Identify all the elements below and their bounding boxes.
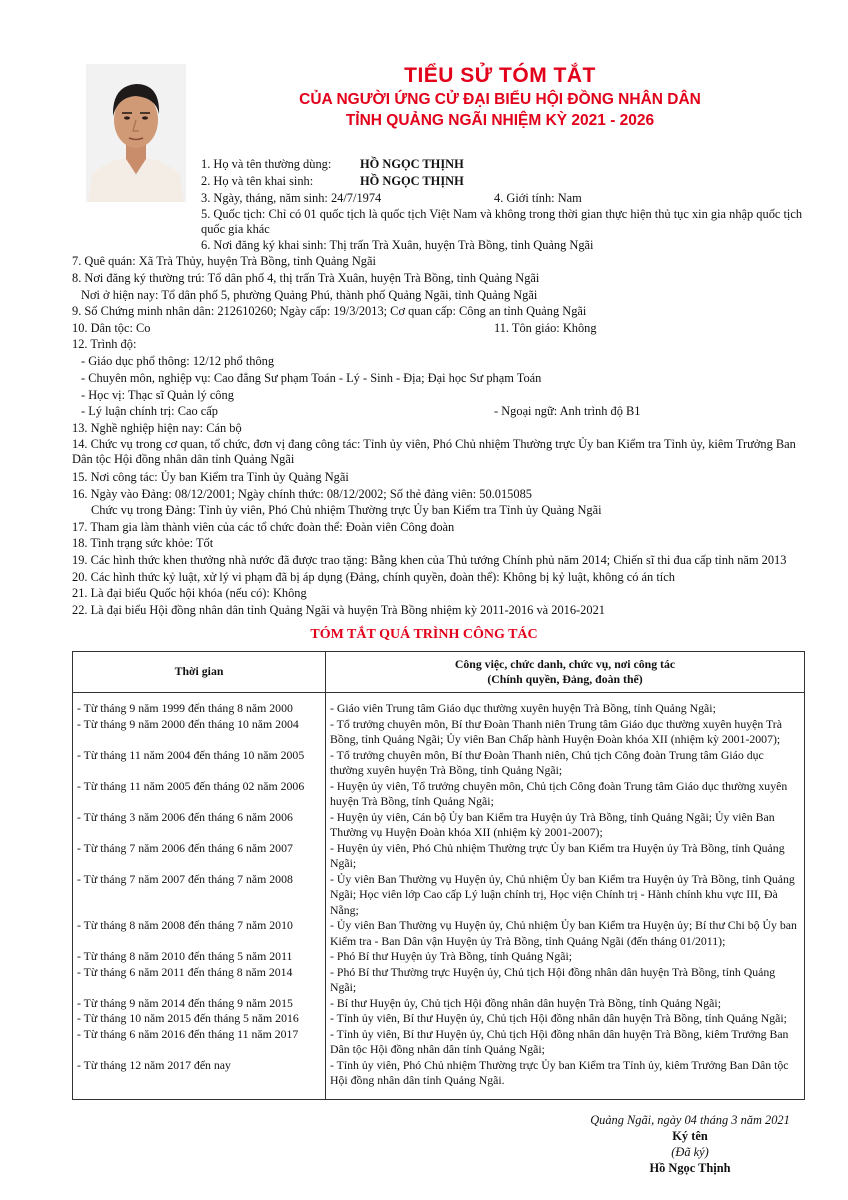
bio-birth-name-value: HỒ NGỌC THỊNH <box>360 174 464 188</box>
signature-label: Ký tên <box>672 1129 708 1143</box>
row-time: - Từ tháng 6 năm 2016 đến tháng 11 năm 2017 <box>73 1027 326 1058</box>
row-work: - Huyện ủy viên, Phó Chủ nhiệm Thường trực Ủy ban Kiểm tra Huyện ủy Trà Bồng, tỉnh Quảng Ngãi; <box>326 841 805 872</box>
bio-birth-name-label: 2. Họ và tên khai sinh: <box>201 174 314 188</box>
bio-party-join: 16. Ngày vào Đảng: 08/12/2001; Ngày chính thức: 08/12/2002; Số thẻ đảng viên: 50.015085 <box>72 487 532 501</box>
table-row <box>73 779 805 810</box>
bio-political-theory: - Lý luận chính trị: Cao cấp <box>81 404 218 418</box>
row-work: - Tỉnh ủy viên, Bí thư Huyện ủy, Chủ tịch Hội đồng nhân dân huyện Trà Bồng, tỉnh Quảng Ngãi; <box>326 1011 805 1027</box>
bio-birth-registration: 6. Nơi đăng ký khai sinh: Thị trấn Trà Xuân, huyện Trà Bồng, tỉnh Quảng Ngãi <box>201 238 594 252</box>
table-row <box>73 918 805 949</box>
row-work: - Tỉnh ủy viên, Phó Chủ nhiệm Thường trực Ủy ban Kiểm tra Tỉnh ủy, kiêm Trưởng Ban Dân tộc Hội đồng nhân dân tỉnh Quảng Ngãi. <box>326 1058 805 1100</box>
candidate-photo <box>86 64 186 202</box>
document-subtitle-1: CỦA NGƯỜI ỨNG CỬ ĐẠI BIỂU HỘI ĐỒNG NHÂN DÂN <box>299 91 701 108</box>
document-title: TIỂU SỬ TÓM TẮT <box>404 64 596 87</box>
bio-organizations: 17. Tham gia làm thành viên của các tổ chức đoàn thể: Đoàn viên Công đoàn <box>72 520 455 534</box>
row-work: - Phó Bí thư Thường trực Huyện ủy, Chủ tịch Hội đồng nhân dân huyện Trà Bồng, tỉnh Quảng Ngãi; <box>326 965 805 996</box>
row-work: - Tổ trưởng chuyên môn, Bí thư Đoàn Thanh niên, Chủ tịch Công đoàn Trung tâm Giáo dục thường xuyên huyện Trà Bồng, tỉnh Quảng Ngãi; <box>326 748 805 779</box>
bio-common-name-label: 1. Họ và tên thường dùng: <box>201 157 332 171</box>
row-time: - Từ tháng 12 năm 2017 đến nay <box>73 1058 326 1100</box>
table-row <box>73 1058 805 1100</box>
bio-birthdate: 3. Ngày, tháng, năm sinh: 24/7/1974 <box>201 191 382 205</box>
table-row <box>73 949 805 965</box>
row-work: - Tỉnh ủy viên, Bí thư Huyện ủy, Chủ tịch Hội đồng nhân dân huyện Trà Bồng, kiêm Trưởng Ban Dân tộc Hội đồng nhân dân tỉnh Quảng Ngãi; <box>326 1027 805 1058</box>
career-table-header <box>73 652 805 693</box>
bio-national-assembly: 21. Là đại biểu Quốc hội khóa (nếu có): Không <box>72 586 307 600</box>
career-table <box>72 651 805 1100</box>
header-work-line2: (Chính quyền, Đảng, đoàn thể) <box>487 672 643 686</box>
row-time: - Từ tháng 9 năm 1999 đến tháng 8 năm 2000 <box>73 693 326 717</box>
bio-nationality: 5. Quốc tịch: Chỉ có 01 quốc tịch là quốc tịch Việt Nam và không trong thời gian thực hiện thủ tục xin gia nhập quốc tịch quốc gia khác <box>201 207 803 236</box>
table-row <box>73 717 805 748</box>
bio-party-position: Chức vụ trong Đảng: Tỉnh ủy viên, Phó Chủ nhiệm Thường trực Ủy ban Kiểm tra Tỉnh ủy Quảng Ngãi <box>91 503 602 517</box>
bio-education-heading: 12. Trình độ: <box>72 337 137 351</box>
bio-discipline: 20. Các hình thức kỷ luật, xử lý vi phạm đã bị áp dụng (Đảng, chính quyền, đoàn thể): Không bị kỷ luật, không có án tích <box>72 570 675 584</box>
row-time: - Từ tháng 7 năm 2006 đến tháng 6 năm 2007 <box>73 841 326 872</box>
table-row <box>73 872 805 919</box>
row-work: - Giáo viên Trung tâm Giáo dục thường xuyên huyện Trà Bồng, tỉnh Quảng Ngãi; <box>326 693 805 717</box>
signature-name: Hồ Ngọc Thịnh <box>649 1161 731 1175</box>
bio-health: 18. Tình trạng sức khỏe: Tốt <box>72 536 214 550</box>
table-row <box>73 748 805 779</box>
row-time: - Từ tháng 8 năm 2008 đến tháng 7 năm 2010 <box>73 918 326 949</box>
row-work: - Huyện ủy viên, Tổ trưởng chuyên môn, Chủ tịch Công đoàn Trung tâm Giáo dục thường xuyên huyện Trà Bồng, tỉnh Quảng Ngãi; <box>326 779 805 810</box>
document-subtitle-2: TỈNH QUẢNG NGÃI NHIỆM KỲ 2021 - 2026 <box>345 112 655 129</box>
bio-foreign-language: - Ngoại ngữ: Anh trình độ B1 <box>494 404 641 418</box>
table-row <box>73 841 805 872</box>
bio-awards: 19. Các hình thức khen thưởng nhà nước đã được trao tặng: Bằng khen của Thủ tướng Chính phủ năm 2014; Chiến sĩ thi đua cấp tỉnh năm 2013 <box>72 553 787 567</box>
row-time: - Từ tháng 6 năm 2011 đến tháng 8 năm 2014 <box>73 965 326 996</box>
row-work: - Phó Bí thư Huyện ủy Trà Bồng, tỉnh Quảng Ngãi; <box>326 949 805 965</box>
row-time: - Từ tháng 9 năm 2014 đến tháng 9 năm 2015 <box>73 996 326 1012</box>
bio-id-card: 9. Số Chứng minh nhân dân: 212610260; Ngày cấp: 19/3/2013; Cơ quan cấp: Công an tỉnh Quảng Ngãi <box>72 304 587 318</box>
row-work: - Ủy viên Ban Thường vụ Huyện ủy, Chủ nhiệm Ủy ban Kiểm tra Huyện ủy; Bí thư Chi bộ Ủy ban Kiểm tra - Ban Dân vận Huyện ủy Trà Bồng, tỉnh Quảng Ngãi (đến tháng 01/2011); <box>326 918 805 949</box>
bio-workplace: 15. Nơi công tác: Ủy ban Kiểm tra Tỉnh ủy Quảng Ngãi <box>72 470 349 484</box>
row-work: - Huyện ủy viên, Cán bộ Ủy ban Kiểm tra Huyện ủy Trà Bồng, tỉnh Quảng Ngãi; Ủy viên Ban Thường vụ Huyện Đoàn khóa XII (nhiệm kỳ 2001-2007); <box>326 810 805 841</box>
row-time: - Từ tháng 9 năm 2000 đến tháng 10 năm 2004 <box>73 717 326 748</box>
bio-degree: - Học vị: Thạc sĩ Quản lý công <box>81 388 234 402</box>
bio-position: 14. Chức vụ trong cơ quan, tổ chức, đơn vị đang công tác: Tỉnh ủy viên, Phó Chủ nhiệm Thường trực Ủy ban Kiểm tra Tỉnh ủy, kiêm Trưởng Ban Dân tộc Hội đồng nhân dân tỉnh Quảng Ngãi <box>72 437 796 466</box>
header-work <box>326 652 805 693</box>
row-work: - Ủy viên Ban Thường vụ Huyện ủy, Chủ nhiệm Ủy ban Kiểm tra Huyện ủy Trà Bồng, tỉnh Quảng Ngãi; Học viên lớp Cao cấp Lý luận chính trị, Học viện Chính trị - Hành chính khu vực III, Đà Nẵng; <box>326 872 805 919</box>
table-row <box>73 1027 805 1058</box>
bio-hometown: 7. Quê quán: Xã Trà Thủy, huyện Trà Bồng, tỉnh Quảng Ngãi <box>72 254 376 268</box>
bio-gender: 4. Giới tính: Nam <box>494 191 582 205</box>
bio-common-name-value: HỒ NGỌC THỊNH <box>360 157 464 171</box>
row-time: - Từ tháng 10 năm 2015 đến tháng 5 năm 2016 <box>73 1011 326 1027</box>
table-row <box>73 693 805 717</box>
table-row <box>73 996 805 1012</box>
table-row <box>73 1011 805 1027</box>
row-time: - Từ tháng 11 năm 2004 đến tháng 10 năm 2005 <box>73 748 326 779</box>
signature-signed-note: (Đã ký) <box>671 1145 709 1159</box>
bio-current-address: Nơi ở hiện nay: Tổ dân phố 5, phường Quảng Phú, thành phố Quảng Ngãi, tỉnh Quảng Ngãi <box>81 288 538 302</box>
bio-general-education: - Giáo dục phổ thông: 12/12 phổ thông <box>81 354 275 368</box>
bio-professional: - Chuyên môn, nghiệp vụ: Cao đẳng Sư phạm Toán - Lý - Sinh - Địa; Đại học Sư phạm Toán <box>81 371 542 385</box>
header-time: Thời gian <box>73 652 326 693</box>
row-work: - Tổ trưởng chuyên môn, Bí thư Đoàn Thanh niên Trung tâm Giáo dục thường xuyên huyện Trà Bồng, tỉnh Quảng Ngãi; Ủy viên Ban Chấp hành Huyện Đoàn khóa XII (nhiệm kỳ 2001-2007); <box>326 717 805 748</box>
bio-permanent-residence: 8. Nơi đăng ký thường trú: Tổ dân phố 4, thị trấn Trà Xuân, huyện Trà Bồng, tỉnh Quảng Ngãi <box>72 271 540 285</box>
bio-religion: 11. Tôn giáo: Không <box>494 321 597 335</box>
bio-occupation: 13. Nghề nghiệp hiện nay: Cán bộ <box>72 421 242 435</box>
row-time: - Từ tháng 11 năm 2005 đến tháng 02 năm 2006 <box>73 779 326 810</box>
header-work-line1: Công việc, chức danh, chức vụ, nơi công tác <box>454 656 676 671</box>
career-section-title: TÓM TẮT QUÁ TRÌNH CÔNG TÁC <box>310 627 538 642</box>
row-time: - Từ tháng 7 năm 2007 đến tháng 7 năm 2008 <box>73 872 326 919</box>
bio-ethnicity: 10. Dân tộc: Co <box>72 321 151 335</box>
signature-place-date: Quảng Ngãi, ngày 04 tháng 3 năm 2021 <box>590 1113 790 1127</box>
table-row <box>73 965 805 996</box>
row-work: - Bí thư Huyện ủy, Chủ tịch Hội đồng nhân dân huyện Trà Bồng, tỉnh Quảng Ngãi; <box>326 996 805 1012</box>
row-time: - Từ tháng 8 năm 2010 đến tháng 5 năm 2011 <box>73 949 326 965</box>
table-row <box>73 810 805 841</box>
row-time: - Từ tháng 3 năm 2006 đến tháng 6 năm 2006 <box>73 810 326 841</box>
bio-council-member: 22. Là đại biểu Hội đồng nhân dân tỉnh Quảng Ngãi và huyện Trà Bồng nhiệm kỳ 2011-2016 và 2016-2021 <box>72 603 605 617</box>
